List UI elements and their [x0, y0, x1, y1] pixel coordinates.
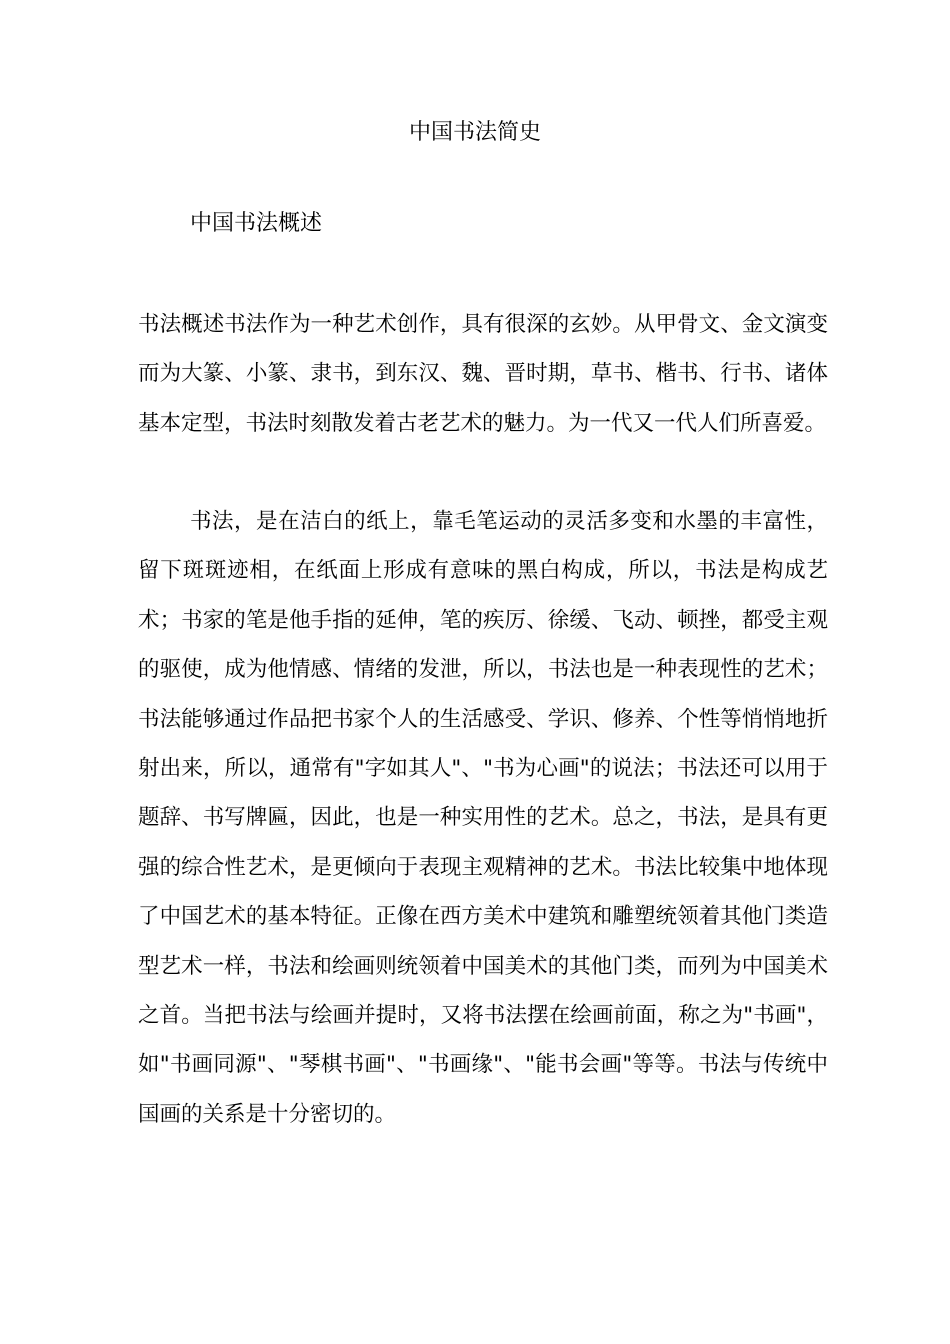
- document-title: 中国书法简史: [408, 120, 541, 145]
- paragraph-overview: 书法概述书法作为一种艺术创作，具有很深的玄妙。从甲骨文、金文演变而为大篆、小篆、隶书，到东汉、魏、晋时期，草书、楷书、行书、诸体基本定型，书法时刻散发着古老艺术的魅力。为一代又一代人们所喜爱。: [138, 312, 828, 436]
- paragraph-calligraphy-art: 书法，是在洁白的纸上，靠毛笔运动的灵活多变和水墨的丰富性，留下斑斑迹相，在纸面上形成有意味的黑白构成，所以，书法是构成艺术；书家的笔是他手指的延伸，笔的疾厉、徐缓、飞动、顿挫，都受主观的驱使，成为他情感、情绪的发泄，所以，书法也是一种表现性的艺术；书法能够通过作品把书家个人的生活感受、学识、修养、个性等悄悄地折射出来，所以，通常有"字如其人"、"书为心画"的说法；书法还可以用于题辞、书写牌匾，因此，也是一种实用性的艺术。总之，书法，是具有更强的综合性艺术，是更倾向于表现主观精神的艺术。书法比较集中地体现了中国艺术的基本特征。正像在西方美术中建筑和雕塑统领着其他门类造型艺术一样，书法和绘画则统领着中国美术的其他门类，而列为中国美术之首。当把书法与绘画并提时，又将书法摆在绘画前面，称之为"书画"，如"书画同源"、"琴棋书画"、"书画缘"、"能书会画"等等。书法与传统中国画的关系是十分密切的。: [138, 509, 828, 1127]
- section-heading: 中国书法概述: [190, 211, 323, 236]
